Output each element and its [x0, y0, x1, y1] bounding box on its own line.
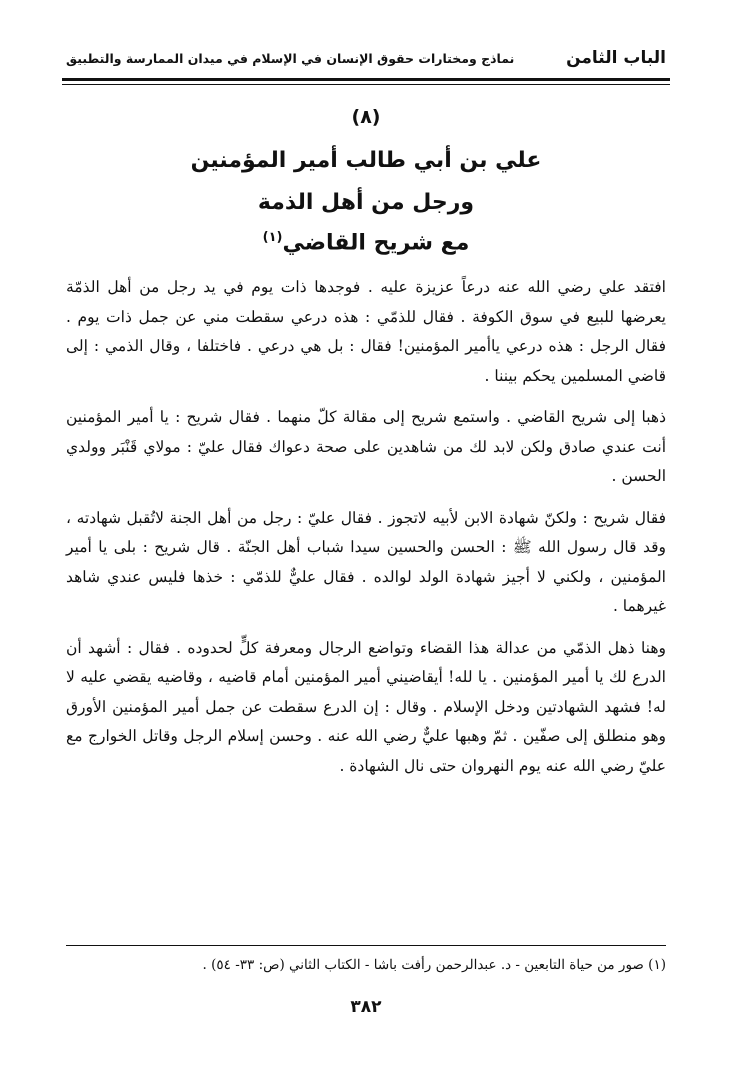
- footnote: (١) صور من حياة التابعين - د. عبدالرحمن رأفت باشا - الكتاب الثاني (ص: ٣٣- ٥٤) .: [202, 957, 666, 973]
- heading-line-2: ورجل من أهل الذمة: [257, 190, 475, 215]
- footnote-divider: [66, 945, 666, 946]
- paragraph-4: وهنا ذهل الذمّي من عدالة هذا القضاء وتواضع الرجال ومعرفة كلٍّ لحدوده . فقال : أشهد أن الدرع لك يا أمير المؤمنين . يا لله! أيقاضيني أمير المؤمنين أمام قاضيه ، وقاضيه يقضي عليه لا له! فشهد الشهادتين ودخل الإسلام . وقال : إن الدرع سقطت عن جمل أمير المؤمنين الأورق وهو منطلق إلى صفّين . ثمّ وهبها عليٌّ رضي الله عنه . وحسن إسلام الرجل وقاتل الخوارج مع عليّ رضي الله عنه يوم النهروان حتى نال الشهادة .: [66, 638, 666, 775]
- paragraph-3: فقال شريح : ولكنّ شهادة الابن لأبيه لاتجوز . فقال عليّ : رجل من أهل الجنة لاتُقبل شهادته ، وقد قال رسول الله ﷺ : الحسن والحسين سيدا شباب أهل الجنّة . قال شريح : بلى يا أمير المؤمنين ، ولكني لا أجيز شهادة الولد لوالده . فقال عليٌّ للذمّي : خذها فليس عندي شاهد غيرهما .: [66, 508, 666, 615]
- book-title: نماذج ومختارات حقوق الإنسان في الإسلام في ميدان الممارسة والتطبيق: [66, 51, 515, 66]
- heading-line-3: [0, 230, 732, 255]
- footnote-marker: (١): [262, 230, 283, 245]
- chapter-label: الباب الثامن: [566, 48, 666, 68]
- body-text: [66, 273, 666, 793]
- heading-line-1: علي بن أبي طالب أمير المؤمنين: [190, 148, 542, 173]
- paragraph-1: افتقد علي رضي الله عنه درعاً عزيزة عليه . فوجدها ذات يوم في يد رجل من أهل الذمّة يعرضها للبيع في سوق الكوفة . فقال للذمّي : هذه درعي سقطت مني عن جمل ذات يوم . فقال الرجل : هذه درعي ياأمير المؤمنين! فقال : بل هي درعي . فاختلفا ، وقال الذمي : إلى قاضي المسلمين يحكم بيننا .: [66, 278, 666, 385]
- page-number: ٣٨٢: [350, 997, 382, 1017]
- heading-line-3-text: مع شريح القاضي: [282, 230, 470, 256]
- section-number: (٨): [351, 106, 381, 128]
- paragraph-2: ذهبا إلى شريح القاضي . واستمع شريح إلى مقالة كلّ منهما . فقال شريح : يا أمير المؤمنين أنت عندي صادق ولكن لابد لك من شاهدين على صحة دعواك فقال عليّ : مولاي قَنْبَر وولدي الحسن .: [66, 408, 666, 485]
- running-header: [62, 42, 670, 81]
